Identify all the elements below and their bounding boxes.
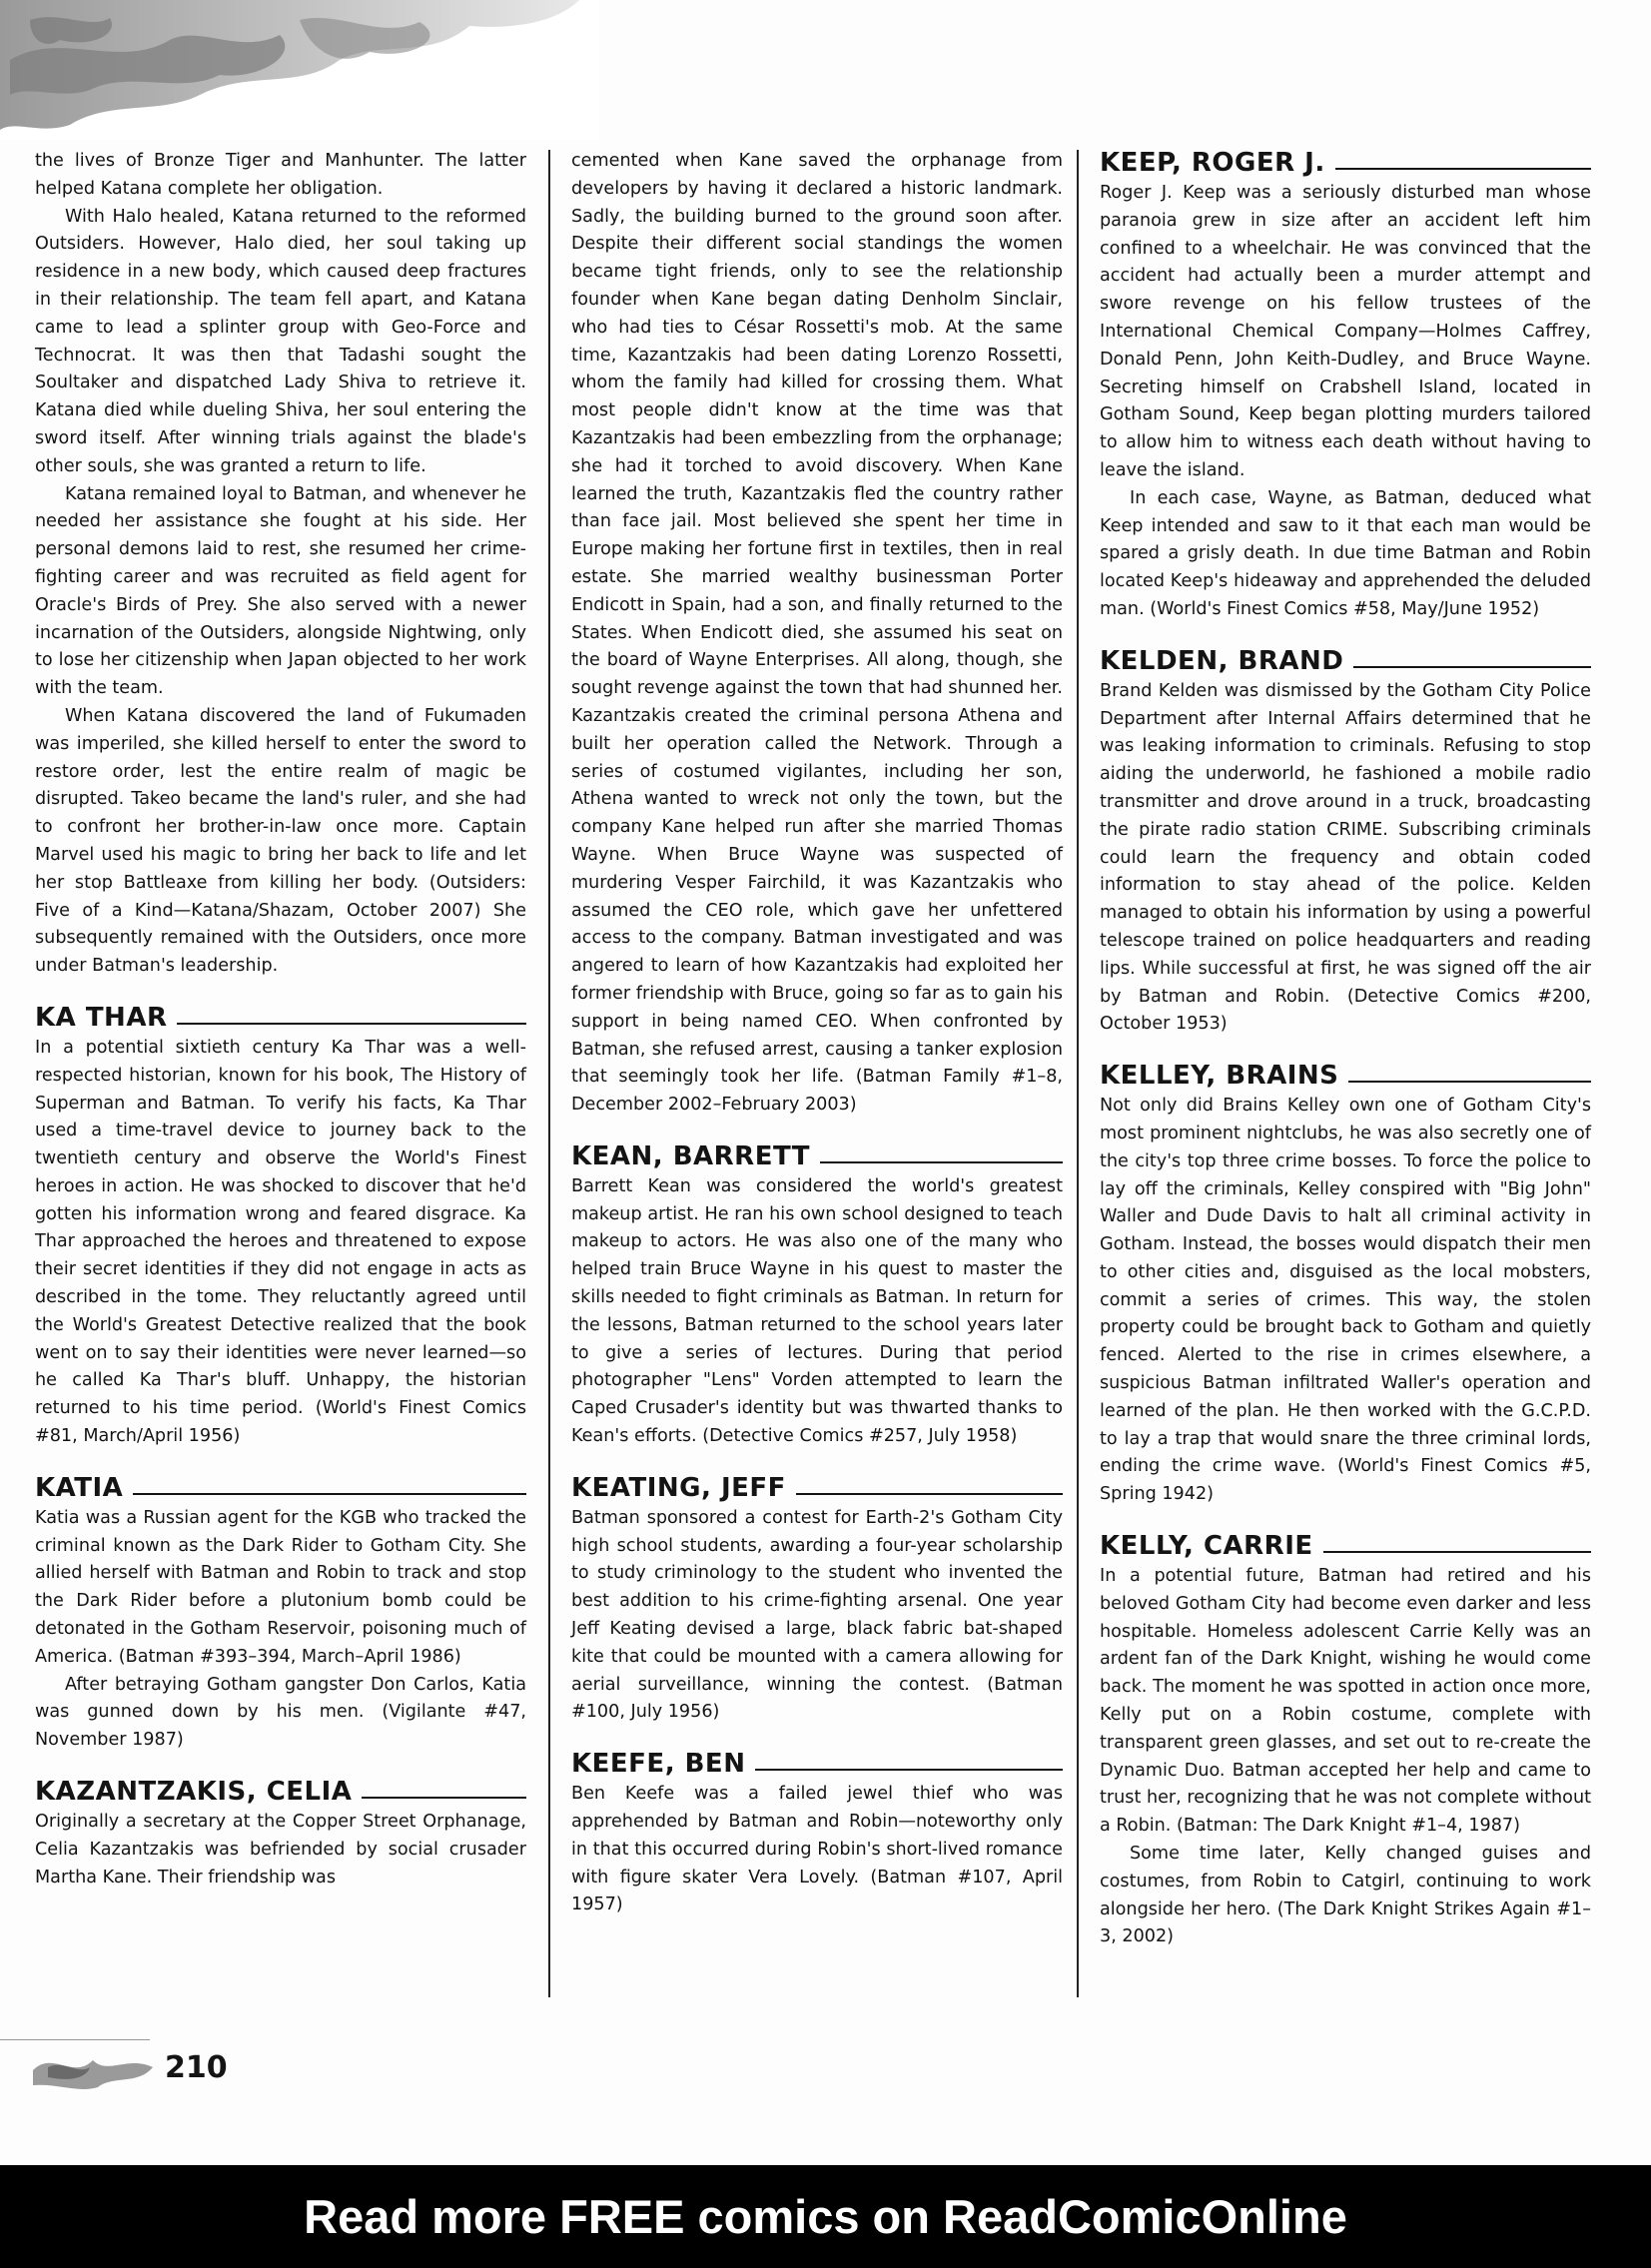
paragraph: In a potential sixtieth century Ka Thar was a well-respected historian, known for his book, The History of Superman and Batman. To verify his facts, Ka Thar used a time-travel device to journey back to the twentieth century and observe the World's Finest heroes in action. He was shocked to discover that he'd gotten his information wrong and feared disgrace. Ka Thar approached the heroes and threatened to expose their secret identities if they did not engage in acts as described in the tome. They reluctantly agreed until the World's Greatest Detective realized that the book went on to say their identities were never learned—so he called Ka Thar's bluff. Unhappy, the historian returned to his time period. (World's Finest Comics #81, March/April 1956): [35, 1037, 526, 1447]
paragraph: Ben Keefe was a failed jewel thief who was apprehended by Batman and Robin—noteworthy only in that this occurred during Robin's short-lived romance with figure skater Vera Lovely. (Batman #107, April 1957): [571, 1784, 1063, 1915]
entry-kelley-brains: [1100, 1061, 1591, 1509]
paragraph: Katana remained loyal to Batman, and whenever he needed her assistance she fought at his side. Her personal demons laid to rest, she resumed her crime-fighting career and was recruited as field agent for Oracle's Birds of Prey. She also served with a newer incarnation of the Outsiders, alongside Nightwing, only to lose her citizenship when Japan objected to her work with the team.: [35, 483, 526, 699]
entry-heading: KEATING, JEFF: [571, 1473, 1063, 1503]
entry-heading: KA THAR: [35, 1003, 526, 1033]
paragraph: Barrett Kean was considered the world's greatest makeup artist. He ran his own school designed to teach makeup to actors. He was also one of the many who helped train Bruce Wayne in his quest to master the skills needed to fight criminals as Batman. In return for the lessons, Batman returned to the school years later to give a series of lectures. During that period photographer "Lens" Vorden attempted to learn the Caped Crusader's identity but was thwarted thanks to Kean's efforts. (Detective Comics #257, July 1958): [571, 1175, 1063, 1447]
paragraph: After betraying Gotham gangster Don Carlos, Katia was gunned down by his men. (Vigilante #47, November 1987): [35, 1674, 526, 1751]
paragraph: Batman sponsored a contest for Earth-2's Gotham City high school students, awarding a four-year scholarship to study criminology to the student who invented the best addition to his crime-fighting arsenal. One year Jeff Keating devised a large, black fabric bat-shaped kite that could be mounted with a camera allowing for aerial surveillance, winning the contest. (Batman #100, July 1956): [571, 1507, 1063, 1723]
footer-rule: [0, 2039, 150, 2040]
bat-ornament-header: [0, 0, 599, 140]
entry-keating-jeff: [571, 1473, 1063, 1727]
entry-heading: KEEP, ROGER J.: [1100, 148, 1591, 178]
paragraph: In each case, Wayne, as Batman, deduced what Keep intended and saw to it that each man would be spared a grisly death. In due time Batman and Robin located Keep's hideaway and apprehended the deluded man. (World's Finest Comics #58, May/June 1952): [1100, 487, 1591, 619]
column-1: [35, 148, 526, 1913]
entry-heading: KELLEY, BRAINS: [1100, 1061, 1591, 1091]
entry-heading: KELDEN, BRAND: [1100, 646, 1591, 676]
page-number: 210: [165, 2050, 228, 2085]
entry-continued: [35, 148, 526, 981]
column-2: [571, 148, 1063, 1941]
paragraph: Originally a secretary at the Copper Street Orphanage, Celia Kazantzakis was befriended by social crusader Martha Kane. Their friendship was: [35, 1812, 526, 1888]
promo-banner[interactable]: Read more FREE comics on ReadComicOnline: [0, 2165, 1651, 2268]
entry-heading: KEAN, BARRETT: [571, 1141, 1063, 1171]
entry-kelden-brand: [1100, 646, 1591, 1039]
bat-ornament-footer: [28, 2045, 158, 2095]
paragraph: Roger J. Keep was a seriously disturbed man whose paranoia grew in size after an accident left him confined to a wheelchair. He was convinced that the accident had actually been a murder attempt and swore revenge on his fellow trustees of the International Chemical Company—Holmes Caffrey, Donald Penn, John Keith-Dudley, and Bruce Wayne. Secreting himself on Crabshell Island, located in Gotham Sound, Keep began plotting murders tailored to allow him to witness each death without having to leave the island.: [1100, 183, 1591, 480]
entry-heading: KEEFE, BEN: [571, 1749, 1063, 1779]
entry-keefe-ben: [571, 1749, 1063, 1919]
entry-kean-barrett: [571, 1141, 1063, 1451]
column-divider: [1077, 150, 1079, 1997]
column-divider: [548, 150, 550, 1997]
paragraph: Katia was a Russian agent for the KGB who tracked the criminal known as the Dark Rider to Gotham City. She allied herself with Batman and Robin to track and stop the Dark Rider before a plutonium bomb could be detonated in the Gotham Reservoir, poisoning much of America. (Batman #393–394, March–April 1986): [35, 1507, 526, 1667]
entry-continued: [571, 148, 1063, 1120]
paragraph: Not only did Brains Kelley own one of Gotham City's most prominent nightclubs, he was also secretly one of the city's top three crime bosses. To force the police to lay off the criminals, Kelley conspired with "Big John" Waller and Dude Davis to halt all criminal activity in Gotham. Instead, the bosses would dispatch their men to other cities and, disguised as the local mobsters, commit a series of crimes. This way, the stolen property could be brought back to Gotham and quietly fenced. Alerted to the rise in crimes elsewhere, a suspicious Batman infiltrated Waller's operation and learned of the plan. He then worked with the G.C.P.D. to lay a trap that would snare the three criminal lords, ending the crime wave. (World's Finest Comics #5, Spring 1942): [1100, 1096, 1591, 1505]
paragraph: With Halo healed, Katana returned to the reformed Outsiders. However, Halo died, her soul taking up residence in a new body, which caused deep fractures in their relationship. The team fell apart, and Katana came to lead a splinter group with Geo-Force and Technocrat. It was then that Tadashi sought the Soultaker and dispatched Lady Shiva to retrieve it. Katana died while dueling Shiva, her soul entering the sword itself. After winning trials against the blade's other souls, she was granted a return to life.: [35, 206, 526, 476]
column-3: [1100, 148, 1591, 1973]
entry-katia: [35, 1473, 526, 1755]
entry-kazantzakis-celia: [35, 1777, 526, 1891]
entry-heading: KAZANTZAKIS, CELIA: [35, 1777, 526, 1807]
entry-ka-thar: [35, 1003, 526, 1451]
entry-heading: KELLY, CARRIE: [1100, 1531, 1591, 1561]
paragraph: the lives of Bronze Tiger and Manhunter. The latter helped Katana complete her obligation.: [35, 151, 526, 199]
paragraph: Brand Kelden was dismissed by the Gotham City Police Department after Internal Affairs determined that he was leaking information to criminals. Refusing to stop aiding the underworld, he fashioned a mobile radio transmitter and drove around in a truck, broadcasting the pirate radio station CRIME. Subscribing criminals could learn the frequency and obtain coded information to stay ahead of the police. Kelden managed to obtain his information by using a powerful telescope trained on police headquarters and reading lips. While successful at first, he was signed off the air by Batman and Robin. (Detective Comics #200, October 1953): [1100, 680, 1591, 1035]
entry-kelly-carrie: [1100, 1531, 1591, 1951]
paragraph: When Katana discovered the land of Fukumaden was imperiled, she killed herself to enter the sword to restore order, lest the entire realm of magic be disrupted. Takeo became the land's ruler, and she had to confront her brother-in-law once more. Captain Marvel used his magic to bring her back to life and let her stop Battleaxe from killing her body. (Outsiders: Five of a Kind—Katana/Shazam, October 2007) She subsequently remained with the Outsiders, once more under Batman's leadership.: [35, 705, 526, 977]
entry-keep-roger: [1100, 148, 1591, 624]
paragraph: cemented when Kane saved the orphanage from developers by having it declared a historic landmark. Sadly, the building burned to the ground soon after. Despite their different social standings the women became tight friends, only to see the relationship founder when Kane began dating Denholm Sinclair, who had ties to César Rossetti's mob. At the same time, Kazantzakis had been dating Lorenzo Rossetti, whom the family had killed for crossing them. What most people didn't know at the time was that Kazantzakis had been embezzling from the orphanage; she had it torched to avoid discovery. When Kane learned the truth, Kazantzakis fled the country rather than face jail. Most believed she spent her time in Europe making her fortune first in textiles, then in real estate. She married wealthy businessman Porter Endicott in Spain, had a son, and finally returned to the States. When Endicott died, she assumed his seat on the board of Wayne Enterprises. All along, though, she sought revenge against the town that had shunned her. Kazantzakis created the criminal persona Athena and built her operation called the Network. Through a series of costumed vigilantes, including her son, Athena wanted to wreck not only the town, but the company Kane helped run after she married Thomas Wayne. When Bruce Wayne was suspected of murdering Vesper Fairchild, it was Kazantzakis who assumed the CEO role, which gave her unfettered access to the company. Batman investigated and was angered to learn of how Kazantzakis had exploited her former friendship with Bruce, going so far as to gain his support in being named CEO. When confronted by Batman, she refused arrest, causing a tanker explosion that seemingly took her life. (Batman Family #1–8, December 2002–February 2003): [571, 151, 1063, 1116]
paragraph: Some time later, Kelly changed guises and costumes, from Robin to Catgirl, continuing to work alongside her hero. (The Dark Knight Strikes Again #1–3, 2002): [1100, 1844, 1591, 1947]
entry-heading: KATIA: [35, 1473, 526, 1503]
paragraph: In a potential future, Batman had retired and his beloved Gotham City had become even darker and less hospitable. Homeless adolescent Carrie Kelly was an ardent fan of the Dark Knight, wishing he would come back. The moment he was spotted in action once more, Kelly put on a Robin costume, complete with transparent green glasses, and set out to re-create the Dynamic Duo. Batman accepted her help and came to trust her, recognizing that he was not complete without a Robin. (Batman: The Dark Knight #1–4, 1987): [1100, 1566, 1591, 1837]
